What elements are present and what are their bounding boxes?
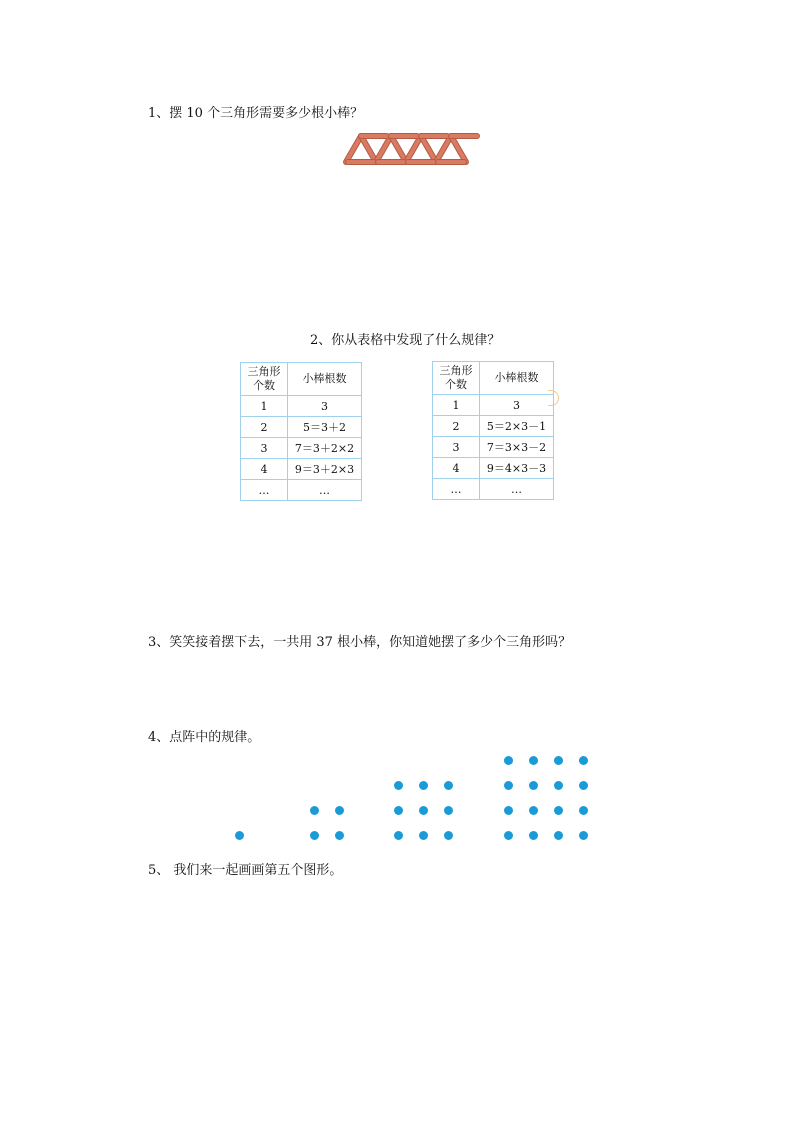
matchstick-fill xyxy=(421,136,436,162)
pattern-table-a xyxy=(240,362,362,501)
cell: 2 xyxy=(433,416,480,437)
matchstick-fill xyxy=(346,136,361,162)
cell: … xyxy=(288,480,362,501)
dot xyxy=(335,806,344,815)
header-stick-count: 小棒根数 xyxy=(288,363,362,396)
matchstick-fill xyxy=(451,136,466,162)
cell: 7＝3×3－2 xyxy=(480,437,554,458)
dot xyxy=(554,781,563,790)
dot xyxy=(444,806,453,815)
matchstick-triangles-figure xyxy=(340,131,480,167)
cell: 1 xyxy=(433,395,480,416)
table-row xyxy=(433,479,554,500)
dot xyxy=(504,756,513,765)
dot xyxy=(529,806,538,815)
question-1: 1、摆 10 个三角形需要多少根小棒？ xyxy=(148,106,364,121)
cell: … xyxy=(480,479,554,500)
dot xyxy=(554,831,563,840)
pattern-table-b xyxy=(432,361,554,500)
dot xyxy=(579,756,588,765)
table-row xyxy=(241,396,362,417)
dot xyxy=(579,831,588,840)
dot xyxy=(504,831,513,840)
table-row xyxy=(241,417,362,438)
dot xyxy=(235,831,244,840)
cell: 3 xyxy=(241,438,288,459)
cell: 5＝2×3－1 xyxy=(480,416,554,437)
matchstick-fill xyxy=(376,136,391,162)
cell: 5＝3＋2 xyxy=(288,417,362,438)
table-row xyxy=(433,395,554,416)
table-row xyxy=(433,416,554,437)
header-triangle-count: 三角形 个数 xyxy=(241,363,288,396)
dot xyxy=(554,806,563,815)
dot xyxy=(529,781,538,790)
table-row xyxy=(241,480,362,501)
question-5: 5、 我们来一起画画第五个图形。 xyxy=(148,863,343,878)
dot xyxy=(579,781,588,790)
table-row xyxy=(241,438,362,459)
matchstick-fill xyxy=(391,136,406,162)
dot xyxy=(579,806,588,815)
dot xyxy=(310,831,319,840)
dot xyxy=(529,756,538,765)
cell: 4 xyxy=(433,458,480,479)
dot xyxy=(394,831,403,840)
matchstick-fill xyxy=(361,136,376,162)
dot xyxy=(504,781,513,790)
cell: 7＝3＋2×2 xyxy=(288,438,362,459)
decorative-tab xyxy=(548,390,559,406)
dot xyxy=(419,781,428,790)
dot xyxy=(554,756,563,765)
table-header-row xyxy=(241,363,362,396)
cell: … xyxy=(433,479,480,500)
dot xyxy=(529,831,538,840)
dot xyxy=(444,831,453,840)
matchstick-fill xyxy=(436,136,451,162)
dot xyxy=(504,806,513,815)
cell: 9＝3＋2×3 xyxy=(288,459,362,480)
cell: 9＝4×3－3 xyxy=(480,458,554,479)
matchstick-fill xyxy=(406,136,421,162)
question-3: 3、笑笑接着摆下去，一共用 37 根小棒，你知道她摆了多少个三角形吗？ xyxy=(148,635,572,650)
dot xyxy=(335,831,344,840)
table-row xyxy=(433,458,554,479)
table-header-row xyxy=(433,362,554,395)
cell: 3 xyxy=(480,395,554,416)
table-row xyxy=(433,437,554,458)
dot xyxy=(444,781,453,790)
dot xyxy=(419,831,428,840)
dot xyxy=(310,806,319,815)
header-triangle-count: 三角形 个数 xyxy=(433,362,480,395)
cell: 3 xyxy=(288,396,362,417)
dot xyxy=(419,806,428,815)
cell: 1 xyxy=(241,396,288,417)
cell: … xyxy=(241,480,288,501)
dot xyxy=(394,806,403,815)
cell: 4 xyxy=(241,459,288,480)
header-stick-count: 小棒根数 xyxy=(480,362,554,395)
dot xyxy=(394,781,403,790)
cell: 2 xyxy=(241,417,288,438)
question-2: 2、你从表格中发现了什么规律？ xyxy=(310,333,501,348)
table-row xyxy=(241,459,362,480)
cell: 3 xyxy=(433,437,480,458)
question-4: 4、点阵中的规律。 xyxy=(148,730,261,745)
